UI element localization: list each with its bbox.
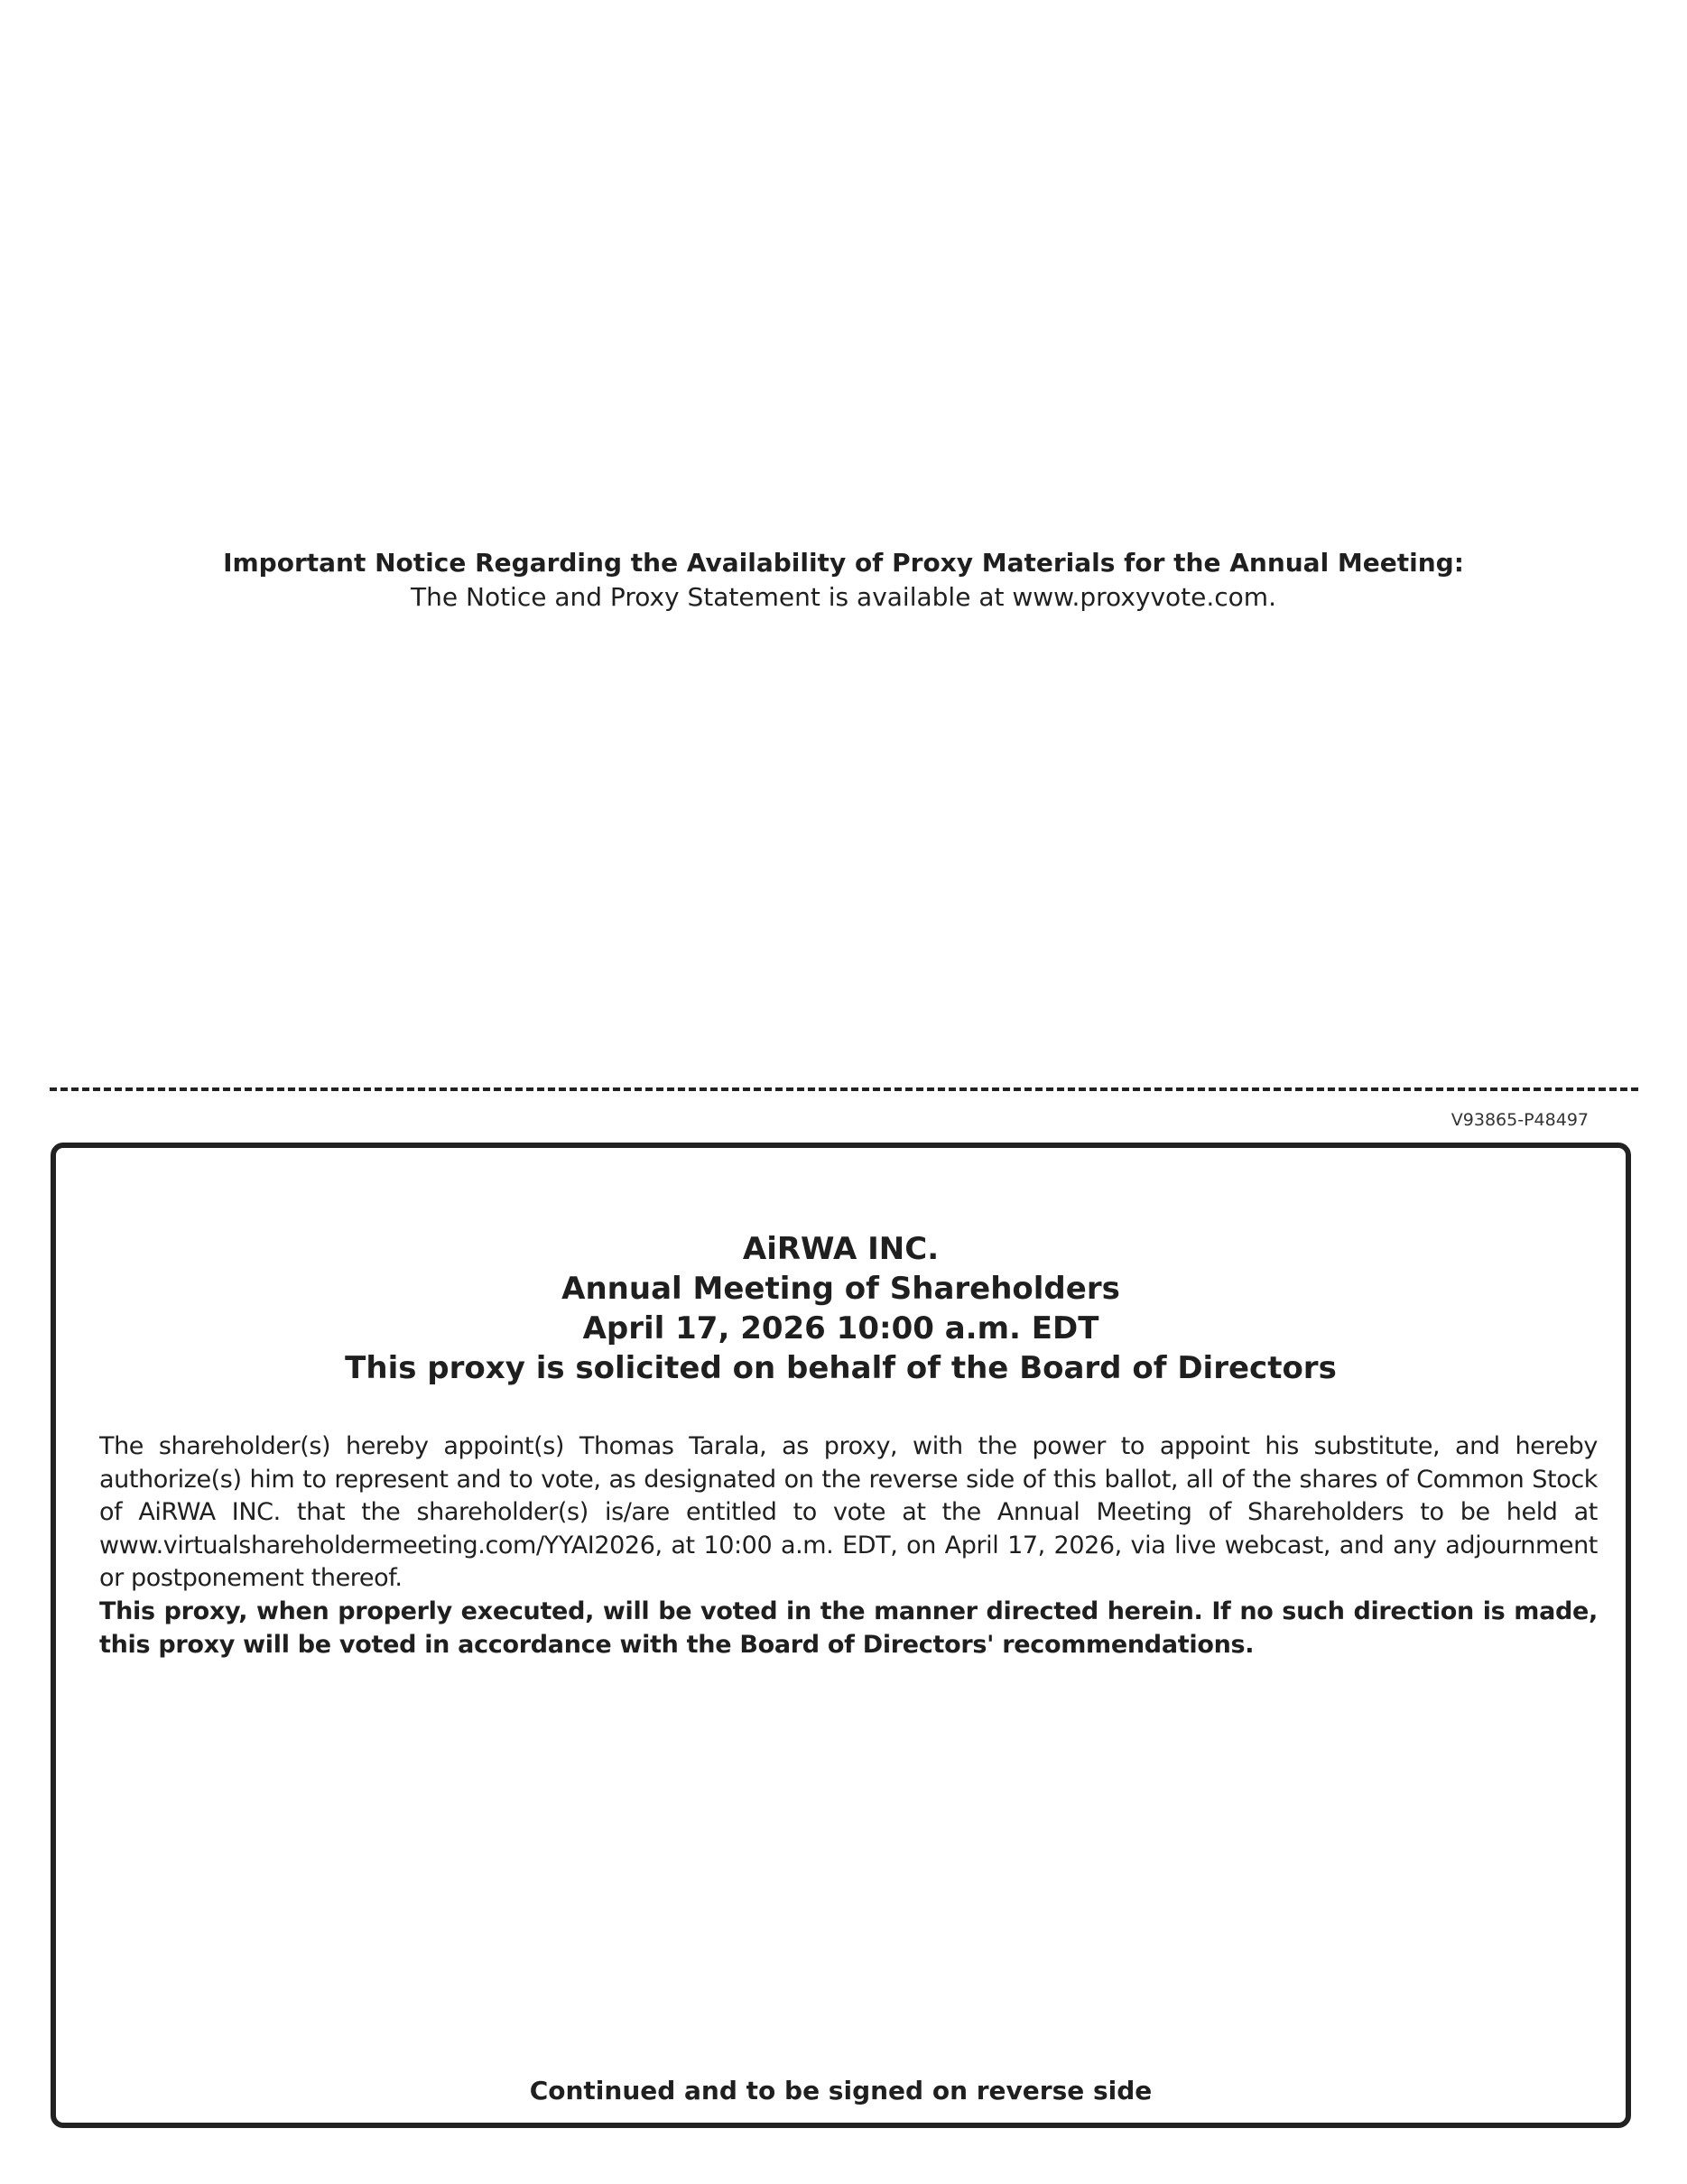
availability-notice (0, 546, 1687, 615)
proxy-appointment-text: The shareholder(s) hereby appoint(s) Thomas Tarala, as proxy, with the power to appoint his substitute, and hereby authorize(s) him to represent and to vote, as designated on the reverse side of this ballot, all of the shares of Common Stock of AiRWA INC. that the shareholder(s) is/are entitled to vote at the Annual Meeting of Shareholders to be held at www.virtualshareholdermeeting.com/YYAI2026, at 10:00 a.m. EDT, on April 17, 2026, via live webcast, and any adjournment or postponement thereof. (99, 1432, 1598, 1592)
meeting-title: Annual Meeting of Shareholders (561, 1271, 1120, 1307)
notice-heading: Important Notice Regarding the Availability of Proxy Materials for the Annual Meeting: (223, 548, 1464, 578)
perforation-line (50, 1087, 1638, 1091)
notice-text: The Notice and Proxy Statement is available at www.proxyvote.com. (411, 582, 1276, 612)
company-name: AiRWA INC. (742, 1231, 940, 1267)
card-titles (56, 1229, 1626, 1388)
job-code: V93865-P48497 (1451, 1110, 1589, 1130)
solicitation-statement: This proxy is solicited on behalf of the Board of Directors (345, 1350, 1337, 1386)
continued-footer: Continued and to be signed on reverse side (529, 2076, 1153, 2105)
proxy-execution-statement: This proxy, when properly executed, will be voted in the manner directed herein. If no such direction is made, this proxy will be voted in accordance with the Board of Directors' recommendations. (99, 1597, 1598, 1659)
meeting-datetime: April 17, 2026 10:00 a.m. EDT (582, 1310, 1099, 1346)
proxy-card (51, 1143, 1631, 2128)
